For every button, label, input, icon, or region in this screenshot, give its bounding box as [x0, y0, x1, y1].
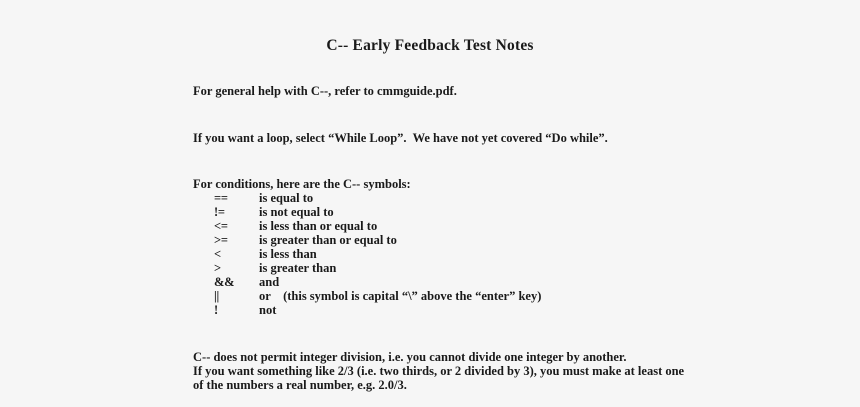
symbol-meaning-cell: not [259, 303, 277, 317]
symbol-cell: <= [214, 219, 228, 233]
table-row [214, 191, 541, 205]
symbol-cell: == [214, 191, 228, 205]
symbol-meaning-cell: is equal to [259, 191, 314, 205]
closing-line-2: If you want something like 2/3 (i.e. two thirds, or 2 divided by 3), you must make at least one [193, 364, 685, 378]
symbol-cell: && [214, 275, 235, 289]
paragraph-spacer [193, 145, 833, 177]
paragraph-spacer [193, 98, 833, 131]
paragraph-general-help: For general help with C--, refer to cmmguide.pdf. [193, 84, 457, 98]
symbol-cell: < [214, 247, 221, 261]
table-row [214, 303, 541, 317]
closing-line-3: of the numbers a real number, e.g. 2.0/3. [193, 378, 407, 392]
document-body [193, 84, 833, 392]
table-row [214, 219, 541, 233]
symbol-cell: || [214, 289, 219, 303]
page-title: C-- Early Feedback Test Notes [326, 37, 534, 54]
symbol-meaning-cell: or (this symbol is capital “\” above the “enter” key) [259, 289, 542, 303]
symbols-table [214, 191, 541, 317]
table-row [214, 275, 541, 289]
symbol-cell: ! [214, 303, 218, 317]
paragraph-spacer [193, 317, 833, 350]
table-row [214, 233, 541, 247]
symbol-cell: != [214, 205, 225, 219]
symbol-meaning-cell: is less than or equal to [259, 219, 378, 233]
symbol-cell: >= [214, 233, 228, 247]
table-row [214, 205, 541, 219]
table-row [214, 289, 541, 303]
symbol-meaning-cell: is less than [259, 247, 317, 261]
closing-line-1: C-- does not permit integer division, i.e. you cannot divide one integer by another. [193, 350, 627, 364]
symbol-meaning-cell: is greater than or equal to [259, 233, 397, 247]
symbol-meaning-cell: and [259, 275, 280, 289]
table-row [214, 247, 541, 261]
paragraph-integer-division [193, 350, 833, 392]
table-row [214, 261, 541, 275]
symbols-table-body [214, 191, 541, 317]
symbol-meaning-cell: is not equal to [259, 205, 334, 219]
paragraph-conditions-heading: For conditions, here are the C-- symbols: [193, 177, 411, 191]
symbol-cell: > [214, 261, 221, 275]
paragraph-loop-note: If you want a loop, select “While Loop”. We have not yet covered “Do while”. [193, 131, 608, 145]
symbol-meaning-cell: is greater than [259, 261, 337, 275]
